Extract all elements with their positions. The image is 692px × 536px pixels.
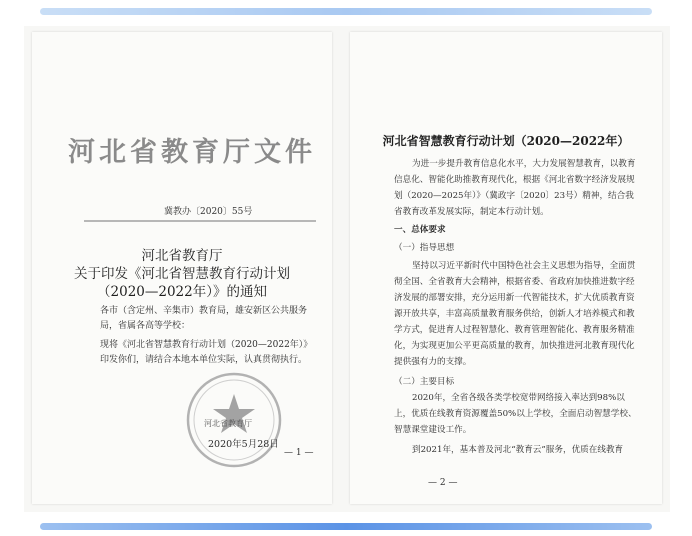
seal-organization: 河北省教育厅 xyxy=(204,419,252,428)
plan-intro-paragraph: 为进一步提升教育信息化水平，大力发展智慧教育，以教育信息化、智能化助推教育现代化，根据《河北省数字经济发展规划（2020—2025年）》（冀政字〔2020〕23号）精神，结合我省教育改革发展实际，制定本行动计划。 xyxy=(394,159,636,217)
notice-title-line-1: 关于印发《河北省智慧教育行动计划 xyxy=(74,266,290,282)
subsection-heading-guiding: （一）指导思想 xyxy=(394,243,455,253)
document-photo xyxy=(24,26,670,512)
document-number: 冀教办〔2020〕55号 xyxy=(164,207,253,217)
notice-body: 现将《河北省智慧教育行动计划（2020—2022年）》印发你们，请结合本地本单位实际，认真贯彻执行。 xyxy=(100,340,313,365)
goals-paragraph-2020: 2020年，全省各级各类学校宽带网络接入率达到98%以上，优质在线教育资源覆盖50%以上学校，全面启动智慧学校、智慧课堂建设工作。 xyxy=(394,393,637,435)
guiding-paragraph: 坚持以习近平新时代中国特色社会主义思想为指导，全面贯彻全国、全省教育大会精神，根据省委、省政府加快推进数字经济发展的部署安排，充分运用新一代智能技术，扩大优质教育资源开放共享，丰富高质量教育服务供给，创新人才培养模式和教学方式，促进育人过程智慧化、教育管理智能化、教育服务精准化，为实现更加公平更高质量的教育，加快推进河北教育现代化提供强有力的支撑。 xyxy=(394,261,636,367)
subsection-heading-goals: （二）主要目标 xyxy=(394,377,455,387)
page-number-left: — 1 — xyxy=(284,448,314,458)
notice-title-line-2: （2020—2022年）》的通知 xyxy=(97,284,267,300)
left-page xyxy=(32,32,332,504)
header-divider xyxy=(84,220,316,222)
top-decorative-bar xyxy=(40,8,652,15)
document-header-title: 河北省教育厅文件 xyxy=(68,137,316,168)
right-page xyxy=(350,32,662,504)
signature-date: 2020年5月28日 xyxy=(208,439,279,450)
plan-title: 河北省智慧教育行动计划（2020—2022年） xyxy=(382,134,630,148)
section-heading-general: 一、总体要求 xyxy=(394,225,446,235)
bottom-decorative-bar xyxy=(40,523,652,530)
notice-organization: 河北省教育厅 xyxy=(141,248,223,264)
goals-paragraph-2021: 到2021年，基本普及河北“教育云”服务，优质在线教育 xyxy=(412,445,624,455)
notice-addressee: 各市（含定州、辛集市）教育局，雄安新区公共服务局，省属各高等学校： xyxy=(100,306,308,331)
page-number-right: — 2 — xyxy=(428,478,458,488)
